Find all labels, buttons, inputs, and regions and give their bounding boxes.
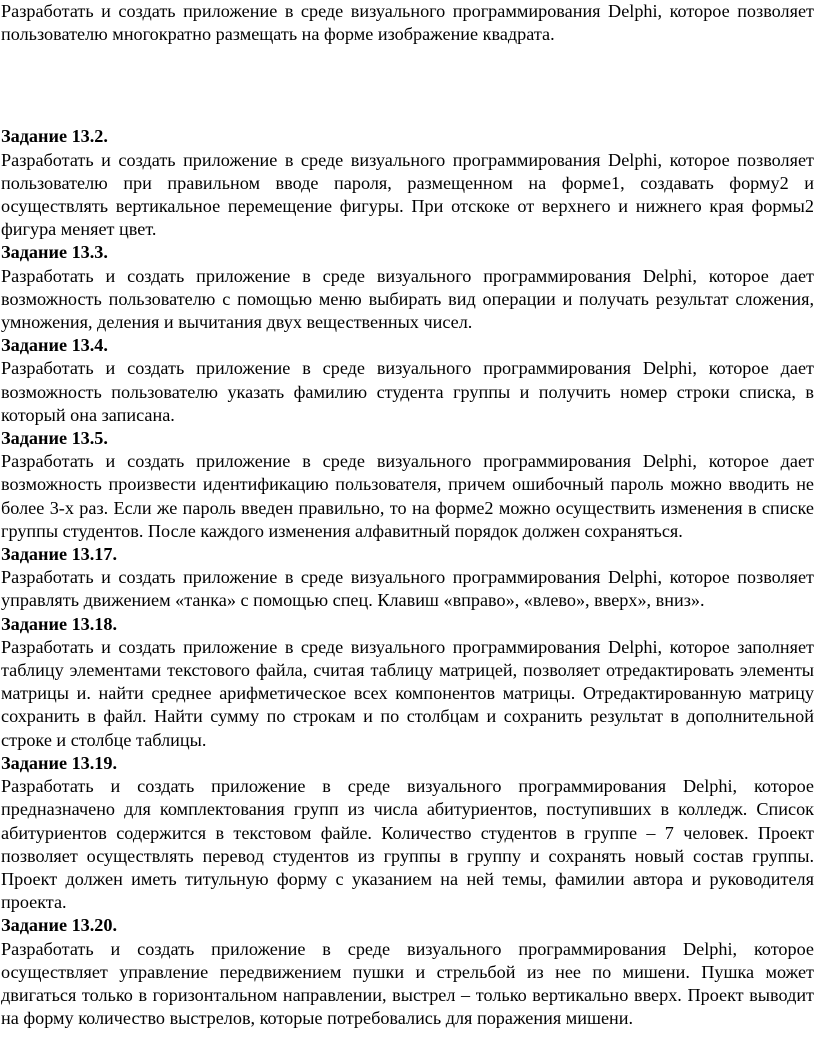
task-heading: Задание 13.5. bbox=[1, 428, 108, 449]
task-heading: Задание 13.17. bbox=[1, 544, 118, 565]
task-text: Разработать и создать приложение в среде визуального программирования Delphi, которое дает возможность пользователю с помощью меню выбирать вид операции и получать результат сложения, умножения, деления и вычитания двух вещественных чисел. bbox=[1, 265, 814, 333]
task-text: Разработать и создать приложение в среде визуального программирования Delphi, которое предназначено для комплектования групп из числа абитуриентов, поступивших в колледж. Список абитуриентов содержится в текстовом файле. Количество студентов в группе – 7 человек. Проект позволяет осуществлять перевод студентов из группы в группу и сохранять новый состав группы. Проект должен иметь титульную форму с указанием на ней темы, фамилии автора и руководителя проекта. bbox=[1, 776, 814, 913]
task-text: Разработать и создать приложение в среде визуального программирования Delphi, которое позволяет пользователю при правильном вводе пароля, размещенном на форме1, создавать форму2 и осуществлять вертикальное перемещение фигуры. При отскоке от верхнего и нижнего края формы2 фигура меняет цвет. bbox=[1, 149, 814, 240]
task-text: Разработать и создать приложение в среде визуального программирования Delphi, которое дает возможность пользователю указать фамилию студента группы и получить номер строки списка, в который она записана. bbox=[1, 358, 814, 425]
task-text: Разработать и создать приложение в среде визуального программирования Delphi, которое осуществляет управление передвижением пушки и стрельбой из нее по мишени. Пушка может двигаться только в горизонтальном направлении, выстрел – только вертикально вверх. Проект выводит на форму количество выстрелов, которые потребовались для поражения мишени. bbox=[1, 938, 814, 1029]
task-13-4 bbox=[1, 334, 814, 427]
task-13-2 bbox=[1, 125, 814, 241]
task-heading: Задание 13.3. bbox=[1, 242, 108, 263]
task-text: Разработать и создать приложение в среде визуального программирования Delphi, которое дает возможность произвести идентификацию пользователя, причем ошибочный пароль можно вводить не более 3-х раз. Если же пароль введен правильно, то на форме2 можно осуществить изменения в списке группы студентов. После каждого изменения алфавитный порядок должен сохраняться. bbox=[1, 451, 814, 541]
task-13-18 bbox=[1, 613, 814, 752]
task-heading: Задание 13.20. bbox=[1, 915, 118, 936]
task-13-20 bbox=[1, 914, 814, 1030]
document-page bbox=[1, 0, 814, 1030]
task-text: Разработать и создать приложение в среде визуального программирования Delphi, которое позволяет управлять движением «танка» с помощью спец. Клавиш «вправо», «влево», вверх», вниз». bbox=[1, 567, 814, 611]
intro-paragraph: Разработать и создать приложение в среде визуального программирования Delphi, которое позволяет пользователю многократно размещать на форме изображение квадрата. bbox=[1, 1, 814, 45]
task-text: Разработать и создать приложение в среде визуального программирования Delphi, которое заполняет таблицу элементами текстового файла, считая таблицу матрицей, позволяет отредактировать элементы матрицы и. найти среднее арифметическое всех компонентов матрицы. Отредактированную матрицу сохранить в файл. Найти сумму по строкам и по столбцам и сохранить результат в дополнительной строке и столбце таблицы. bbox=[1, 636, 814, 750]
task-13-3 bbox=[1, 241, 814, 334]
task-13-17 bbox=[1, 543, 814, 613]
task-13-19 bbox=[1, 752, 814, 914]
task-heading: Задание 13.18. bbox=[1, 613, 118, 634]
task-heading: Задание 13.4. bbox=[1, 335, 108, 356]
task-heading: Задание 13.19. bbox=[1, 752, 118, 773]
task-13-5 bbox=[1, 427, 814, 543]
task-heading: Задание 13.2. bbox=[1, 126, 108, 147]
